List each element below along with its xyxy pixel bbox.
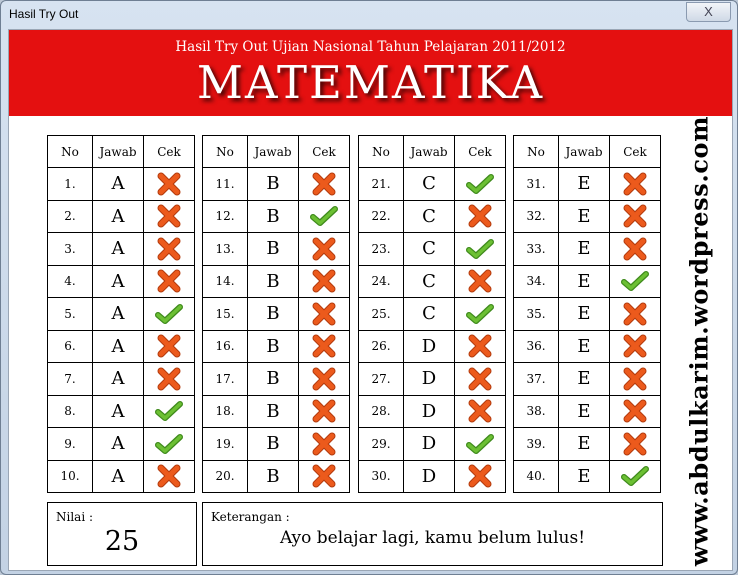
question-number: 36. <box>514 330 559 363</box>
question-number: 29. <box>359 428 404 461</box>
question-number: 14. <box>203 265 248 298</box>
answer-choice: C <box>404 265 455 298</box>
question-number: 35. <box>514 298 559 331</box>
question-number: 10. <box>48 460 93 493</box>
header-jawab: Jawab <box>248 136 299 168</box>
cross-mark-icon <box>455 363 506 396</box>
question-number: 38. <box>514 395 559 428</box>
check-mark-icon <box>144 395 195 428</box>
table-row <box>203 330 350 363</box>
question-number: 32. <box>514 200 559 233</box>
cross-mark-icon <box>610 200 661 233</box>
answer-choice: D <box>404 460 455 493</box>
title-bar[interactable] <box>1 1 737 28</box>
cross-mark-icon <box>144 265 195 298</box>
answer-choice: A <box>93 395 144 428</box>
cross-mark-icon <box>299 428 350 461</box>
cross-mark-icon <box>299 298 350 331</box>
header-jawab: Jawab <box>93 136 144 168</box>
answer-choice: E <box>559 200 610 233</box>
table-row <box>514 168 661 201</box>
answer-choice: B <box>248 200 299 233</box>
answer-choice: B <box>248 330 299 363</box>
question-number: 7. <box>48 363 93 396</box>
cross-mark-icon <box>299 330 350 363</box>
answer-choice: A <box>93 298 144 331</box>
cross-mark-icon <box>144 168 195 201</box>
check-mark-icon <box>455 168 506 201</box>
cross-mark-icon <box>610 298 661 331</box>
check-mark-icon <box>144 298 195 331</box>
answer-choice: A <box>93 265 144 298</box>
answer-choice: A <box>93 168 144 201</box>
table-row <box>514 265 661 298</box>
check-mark-icon <box>455 298 506 331</box>
answer-table-4 <box>513 135 661 493</box>
table-header-row <box>514 136 661 168</box>
cross-mark-icon <box>299 265 350 298</box>
question-number: 8. <box>48 395 93 428</box>
table-header-row <box>359 136 506 168</box>
question-number: 37. <box>514 363 559 396</box>
answer-table-3 <box>358 135 506 493</box>
cross-mark-icon <box>455 460 506 493</box>
table-row <box>514 330 661 363</box>
answer-choice: A <box>93 200 144 233</box>
header-banner <box>9 30 732 116</box>
table-row <box>48 363 195 396</box>
answer-table-1 <box>47 135 195 493</box>
remark-text: Ayo belajar lagi, kamu belum lulus! <box>279 528 586 548</box>
table-row <box>203 233 350 266</box>
question-number: 3. <box>48 233 93 266</box>
question-number: 9. <box>48 428 93 461</box>
cross-mark-icon <box>455 265 506 298</box>
answer-choice: B <box>248 460 299 493</box>
table-header-row <box>48 136 195 168</box>
answer-choice: D <box>404 428 455 461</box>
header-no: No <box>514 136 559 168</box>
cross-mark-icon <box>299 460 350 493</box>
score-box <box>47 502 197 566</box>
window-title: Hasil Try Out <box>9 7 79 21</box>
cross-mark-icon <box>299 233 350 266</box>
header-cek: Cek <box>144 136 195 168</box>
question-number: 19. <box>203 428 248 461</box>
question-number: 2. <box>48 200 93 233</box>
table-row <box>48 460 195 493</box>
cross-mark-icon <box>455 395 506 428</box>
table-row <box>514 395 661 428</box>
question-number: 33. <box>514 233 559 266</box>
cross-mark-icon <box>144 200 195 233</box>
answer-choice: B <box>248 363 299 396</box>
header-cek: Cek <box>610 136 661 168</box>
answer-choice: B <box>248 233 299 266</box>
table-row <box>203 428 350 461</box>
cross-mark-icon <box>610 428 661 461</box>
table-row <box>514 428 661 461</box>
question-number: 31. <box>514 168 559 201</box>
question-number: 5. <box>48 298 93 331</box>
question-number: 22. <box>359 200 404 233</box>
table-row <box>203 168 350 201</box>
answer-choice: B <box>248 395 299 428</box>
table-row <box>48 200 195 233</box>
answer-choice: E <box>559 265 610 298</box>
cross-mark-icon <box>610 395 661 428</box>
cross-mark-icon <box>610 363 661 396</box>
table-row <box>359 428 506 461</box>
table-row <box>48 330 195 363</box>
cross-mark-icon <box>455 330 506 363</box>
answer-choice: A <box>93 363 144 396</box>
score-value: 25 <box>104 526 140 557</box>
table-row <box>48 168 195 201</box>
answer-choice: C <box>404 200 455 233</box>
cross-mark-icon <box>144 363 195 396</box>
header-jawab: Jawab <box>559 136 610 168</box>
cross-mark-icon <box>299 395 350 428</box>
check-mark-icon <box>610 265 661 298</box>
answer-choice: A <box>93 428 144 461</box>
answer-choice: D <box>404 363 455 396</box>
question-number: 26. <box>359 330 404 363</box>
check-mark-icon <box>455 428 506 461</box>
question-number: 30. <box>359 460 404 493</box>
answer-choice: A <box>93 233 144 266</box>
website-url: www.abdulkarim.wordpress.com <box>684 115 714 567</box>
subject-title: MATEMATIKA <box>196 56 545 109</box>
table-row <box>514 298 661 331</box>
question-number: 18. <box>203 395 248 428</box>
answer-choice: B <box>248 168 299 201</box>
check-mark-icon <box>144 428 195 461</box>
answer-choice: B <box>248 298 299 331</box>
answer-choice: E <box>559 233 610 266</box>
answer-choice: C <box>404 298 455 331</box>
question-number: 23. <box>359 233 404 266</box>
question-number: 24. <box>359 265 404 298</box>
answer-choice: D <box>404 330 455 363</box>
answer-choice: A <box>93 460 144 493</box>
table-row <box>359 233 506 266</box>
table-row <box>359 298 506 331</box>
table-row <box>359 168 506 201</box>
answer-choice: E <box>559 168 610 201</box>
table-row <box>48 298 195 331</box>
cross-mark-icon <box>610 330 661 363</box>
answer-choice: E <box>559 428 610 461</box>
question-number: 25. <box>359 298 404 331</box>
table-header-row <box>203 136 350 168</box>
header-no: No <box>359 136 404 168</box>
question-number: 20. <box>203 460 248 493</box>
table-row <box>48 395 195 428</box>
answer-choice: E <box>559 395 610 428</box>
header-cek: Cek <box>455 136 506 168</box>
table-row <box>514 460 661 493</box>
answer-choice: E <box>559 363 610 396</box>
question-number: 13. <box>203 233 248 266</box>
exam-subtitle: Hasil Try Out Ujian Nasional Tahun Pelajaran 2011/2012 <box>175 39 566 55</box>
question-number: 34. <box>514 265 559 298</box>
header-no: No <box>48 136 93 168</box>
table-row <box>203 265 350 298</box>
table-row <box>203 363 350 396</box>
cross-mark-icon <box>610 168 661 201</box>
table-row <box>359 330 506 363</box>
answer-table-2 <box>202 135 350 493</box>
header-no: No <box>203 136 248 168</box>
answer-choice: C <box>404 168 455 201</box>
score-label: Nilai : <box>56 510 94 524</box>
table-row <box>514 233 661 266</box>
answer-choice: E <box>559 330 610 363</box>
check-mark-icon <box>299 200 350 233</box>
question-number: 12. <box>203 200 248 233</box>
table-row <box>359 200 506 233</box>
table-row <box>359 460 506 493</box>
question-number: 1. <box>48 168 93 201</box>
table-row <box>203 395 350 428</box>
answer-choice: B <box>248 428 299 461</box>
cross-mark-icon <box>610 233 661 266</box>
remark-box <box>202 502 663 566</box>
cross-mark-icon <box>299 168 350 201</box>
question-number: 11. <box>203 168 248 201</box>
answer-choice: D <box>404 395 455 428</box>
table-row <box>514 363 661 396</box>
question-number: 6. <box>48 330 93 363</box>
answer-choice: E <box>559 298 610 331</box>
header-jawab: Jawab <box>404 136 455 168</box>
cross-mark-icon <box>144 233 195 266</box>
remark-label: Keterangan : <box>211 510 290 524</box>
question-number: 4. <box>48 265 93 298</box>
answer-choice: C <box>404 233 455 266</box>
cross-mark-icon <box>144 330 195 363</box>
question-number: 16. <box>203 330 248 363</box>
table-row <box>48 233 195 266</box>
close-button[interactable]: X <box>686 2 731 22</box>
client-area <box>8 29 733 571</box>
answer-choice: E <box>559 460 610 493</box>
question-number: 17. <box>203 363 248 396</box>
table-row <box>359 395 506 428</box>
question-number: 15. <box>203 298 248 331</box>
check-mark-icon <box>455 233 506 266</box>
answer-choice: B <box>248 265 299 298</box>
question-number: 28. <box>359 395 404 428</box>
header-cek: Cek <box>299 136 350 168</box>
cross-mark-icon <box>299 363 350 396</box>
table-row <box>514 200 661 233</box>
table-row <box>48 428 195 461</box>
question-number: 39. <box>514 428 559 461</box>
check-mark-icon <box>610 460 661 493</box>
table-row <box>203 200 350 233</box>
table-row <box>359 265 506 298</box>
cross-mark-icon <box>144 460 195 493</box>
answer-choice: A <box>93 330 144 363</box>
cross-mark-icon <box>455 200 506 233</box>
table-row <box>359 363 506 396</box>
question-number: 40. <box>514 460 559 493</box>
table-row <box>203 460 350 493</box>
question-number: 27. <box>359 363 404 396</box>
table-row <box>203 298 350 331</box>
question-number: 21. <box>359 168 404 201</box>
table-row <box>48 265 195 298</box>
